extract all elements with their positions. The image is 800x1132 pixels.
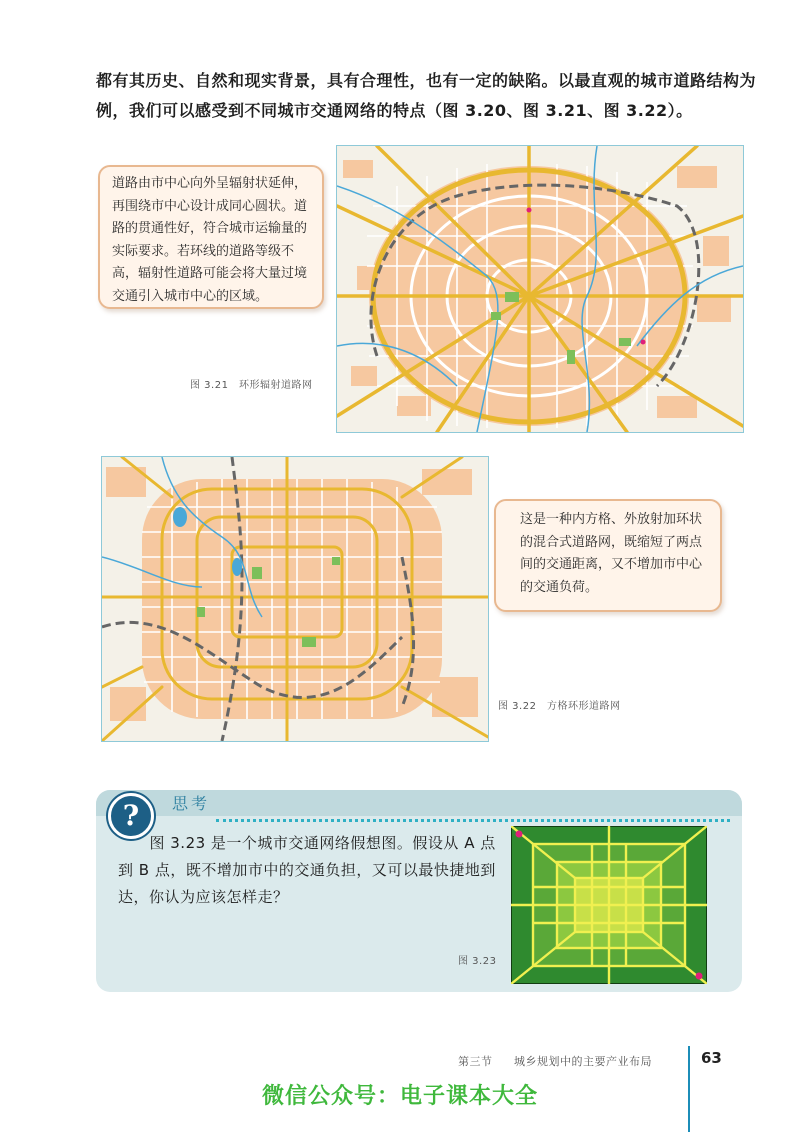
intro-paragraph: 都有其历史、自然和现实背景，具有合理性，也有一定的缺陷。以最直观的城市道路结构为例，我们可以感受到不同城市交通网络的特点（图 3.20、图 3.21、图 3.22）。 [96, 71, 757, 120]
network-roads [511, 826, 707, 984]
grid-ring-map-graphic [102, 457, 488, 741]
footer-chapter: 第三节 [458, 1055, 493, 1068]
station-marker [527, 208, 532, 213]
question-mark-icon: ? [108, 793, 154, 839]
page-number: 63 [701, 1049, 722, 1067]
think-question: 图 3.23 是一个城市交通网络假想图。假设从 A 点到 B 点，既不增加市中的交通负担，又可以最快捷地到达，你认为应该怎样走？ [118, 834, 496, 906]
point-b-marker [696, 973, 703, 980]
figure-321-note: 道路由市中心向外呈辐射状延伸，再围绕市中心设计成同心圆状。道路的贯通性好，符合城市运输量的实际要求。若环线的道路等级不高，辐射性道路可能会将大量过境交通引入城市中心的区域。 [98, 165, 324, 309]
grid-ring-road-map [101, 456, 489, 742]
figure-322-caption: 图 3.22 方格环形道路网 [498, 701, 621, 712]
figure-322-note: 这是一种内方格、外放射加环状的混合式道路网，既缩短了两点间的交通距离，又不增加市中心的交通负荷。 [494, 499, 722, 612]
figure-323-caption: 图 3.23 [458, 956, 497, 967]
ring-radial-road-map [336, 145, 744, 433]
think-box [96, 790, 742, 992]
figure-321-caption: 图 3.21 环形辐射道路网 [190, 380, 313, 391]
station-marker [641, 340, 646, 345]
point-a-marker [516, 831, 523, 838]
ring-radial-map-graphic [337, 146, 743, 432]
hypothetical-road-network [511, 826, 707, 984]
dotted-divider [216, 819, 730, 822]
footer-section-title: 城乡规划中的主要产业布局 [514, 1055, 652, 1068]
watermark-text: 微信公众号：电子课本大全 [261, 1084, 538, 1109]
think-title: 思考 [172, 794, 211, 813]
hypothetical-network-graphic [511, 826, 707, 984]
